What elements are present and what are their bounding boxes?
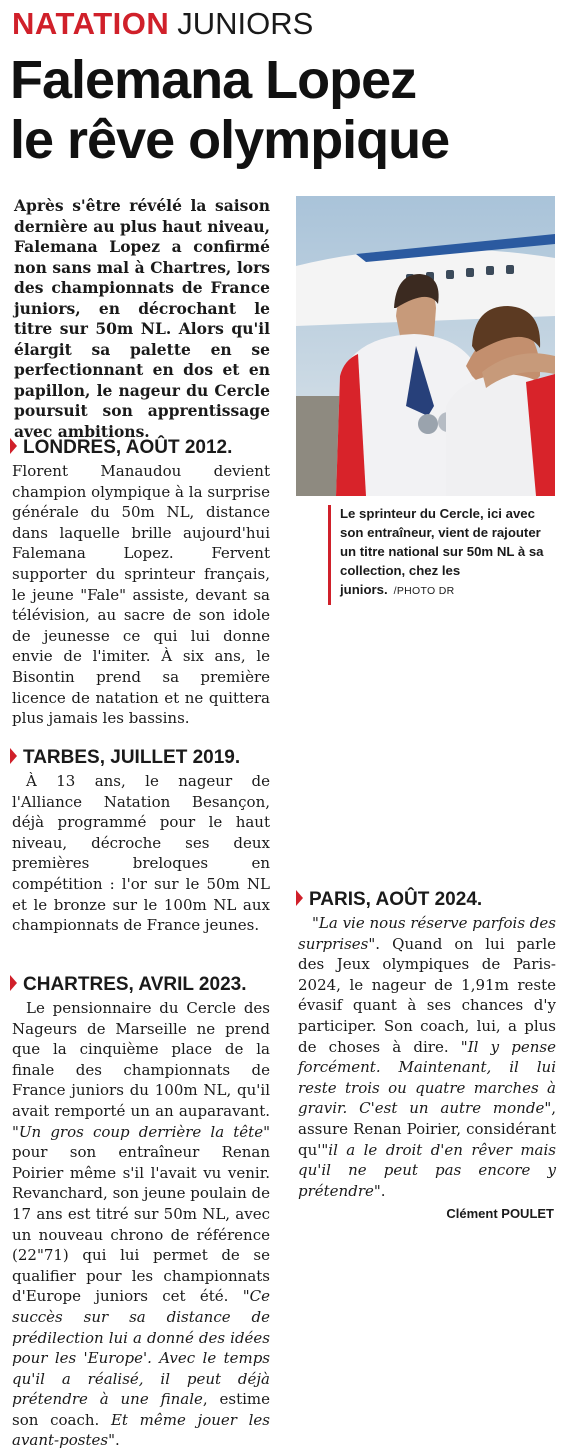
section-body-paris xyxy=(298,913,556,1201)
triangle-bullet-icon xyxy=(10,748,17,764)
section-body-london: Florent Manaudou devient champion olympique à la surprise générale du 50m NL, distance dans laquelle brille aujourd'hui Falemana Lopez. Fervent supporter du sprinteur français, le jeune "Fale" assiste, devant sa télévision, au sacre de son idole de jeunesse ce qui lui donne envie de l'imiter. À six ans, le Bisontin prend sa première licence de natation et ne quittera plus jamais les bassins. xyxy=(12,462,270,728)
section-heading-tarbes: TARBES, JUILLET 2019. xyxy=(10,746,240,770)
paris-quote-a: "La vie nous réserve parfois des surprises xyxy=(298,914,556,953)
article-headline xyxy=(10,50,570,170)
photo-caption xyxy=(330,504,558,601)
paris-text-a: ". Quand on lui parle des Jeux olympiques de Paris-2024, le nageur de 1,91m reste évasif quant à ses chances d'y participer. Son coach, lui, a plus de choses à dire. " xyxy=(298,934,556,1056)
subsection-label: JUNIORS xyxy=(177,6,314,41)
chartres-text-b: " pour son entraîneur Renan Poirier même s'il l'avait vu venir. Revanchard, son jeune poulain de 17 ans est titré sur 50m NL, avec un nouveau chrono de référence (22"71) qui lui permet de se qualifier pour les championnats d'Europe juniors cet été. " xyxy=(12,1122,270,1306)
paris-text-c: ". xyxy=(373,1181,386,1200)
chartres-quote-c: Et même jouer les avant-postes xyxy=(12,1410,270,1450)
paris-quote-b: Il y pense forcément. Maintenant, il lui reste trois ou quatre marches à gravir. C'est un autre monde xyxy=(298,1037,556,1118)
article-photo xyxy=(296,196,555,496)
section-heading-paris: PARIS, AOÛT 2024. xyxy=(296,888,482,912)
paris-quote-c: il a le droit d'en rêver mais qu'il ne peut pas encore y prétendre xyxy=(298,1140,556,1200)
paris-text-b: ", assure Renan Poirier, considérant qu'" xyxy=(298,1099,556,1159)
triangle-bullet-icon xyxy=(10,975,17,991)
chartres-text-d: ". xyxy=(108,1431,120,1450)
article-author: Clément POULET xyxy=(446,1206,554,1221)
section-heading-london: LONDRES, AOÛT 2012. xyxy=(10,436,232,460)
chartres-text-c: , estime son coach. xyxy=(12,1390,271,1429)
triangle-bullet-icon xyxy=(296,890,303,906)
section-body-chartres xyxy=(12,998,270,1451)
section-body-tarbes: À 13 ans, le nageur de l'Alliance Natation Besançon, déjà programmé pour le haut niveau, décroche ses deux premières breloques en compétition : l'or sur le 50m NL et le bronze sur le 100m NL aux championnats de France jeunes. xyxy=(12,772,270,935)
chartres-quote-a: Un gros coup derrière la tête xyxy=(18,1122,264,1141)
headline-line-2: le rêve olympique xyxy=(10,110,450,170)
swimmer-and-coach-photo xyxy=(296,196,555,496)
section-label: NATATION xyxy=(12,6,170,41)
section-heading-chartres: CHARTRES, AVRIL 2023. xyxy=(10,973,246,997)
caption-text: Le sprinteur du Cercle, ici avec son entraîneur, vient de rajouter un titre national sur 50m NL à sa collection, chez les juniors. xyxy=(340,506,544,597)
photo-credit: /PHOTO DR xyxy=(393,585,455,597)
chartres-quote-b: Ce succès sur sa distance de prédilection lui a donné des idées pour les 'Europe'. Avec le temps qu'il a réalisé, il peut déjà prétendre à une finale xyxy=(12,1287,270,1409)
article-lead: Après s'être révélé la saison dernière au plus haut niveau, Falemana Lopez a confirmé non sans mal à Chartres, lors des championnats de France juniors, en décrochant le titre sur 50m NL. Alors qu'il élargit sa palette en se perfectionnant en dos et en papillon, le nageur du Cercle poursuit son apprentissage avec ambitions. xyxy=(14,196,271,441)
triangle-bullet-icon xyxy=(10,438,17,454)
headline-line-1: Falemana Lopez xyxy=(10,50,417,110)
section-kicker xyxy=(12,4,313,44)
chartres-text-a: Le pensionnaire du Cercle des Nageurs de Marseille ne prend que la cinquième place de la finale des championnats de France juniors du 100m NL, qu'il avait remporté un an auparavant. " xyxy=(12,999,270,1141)
